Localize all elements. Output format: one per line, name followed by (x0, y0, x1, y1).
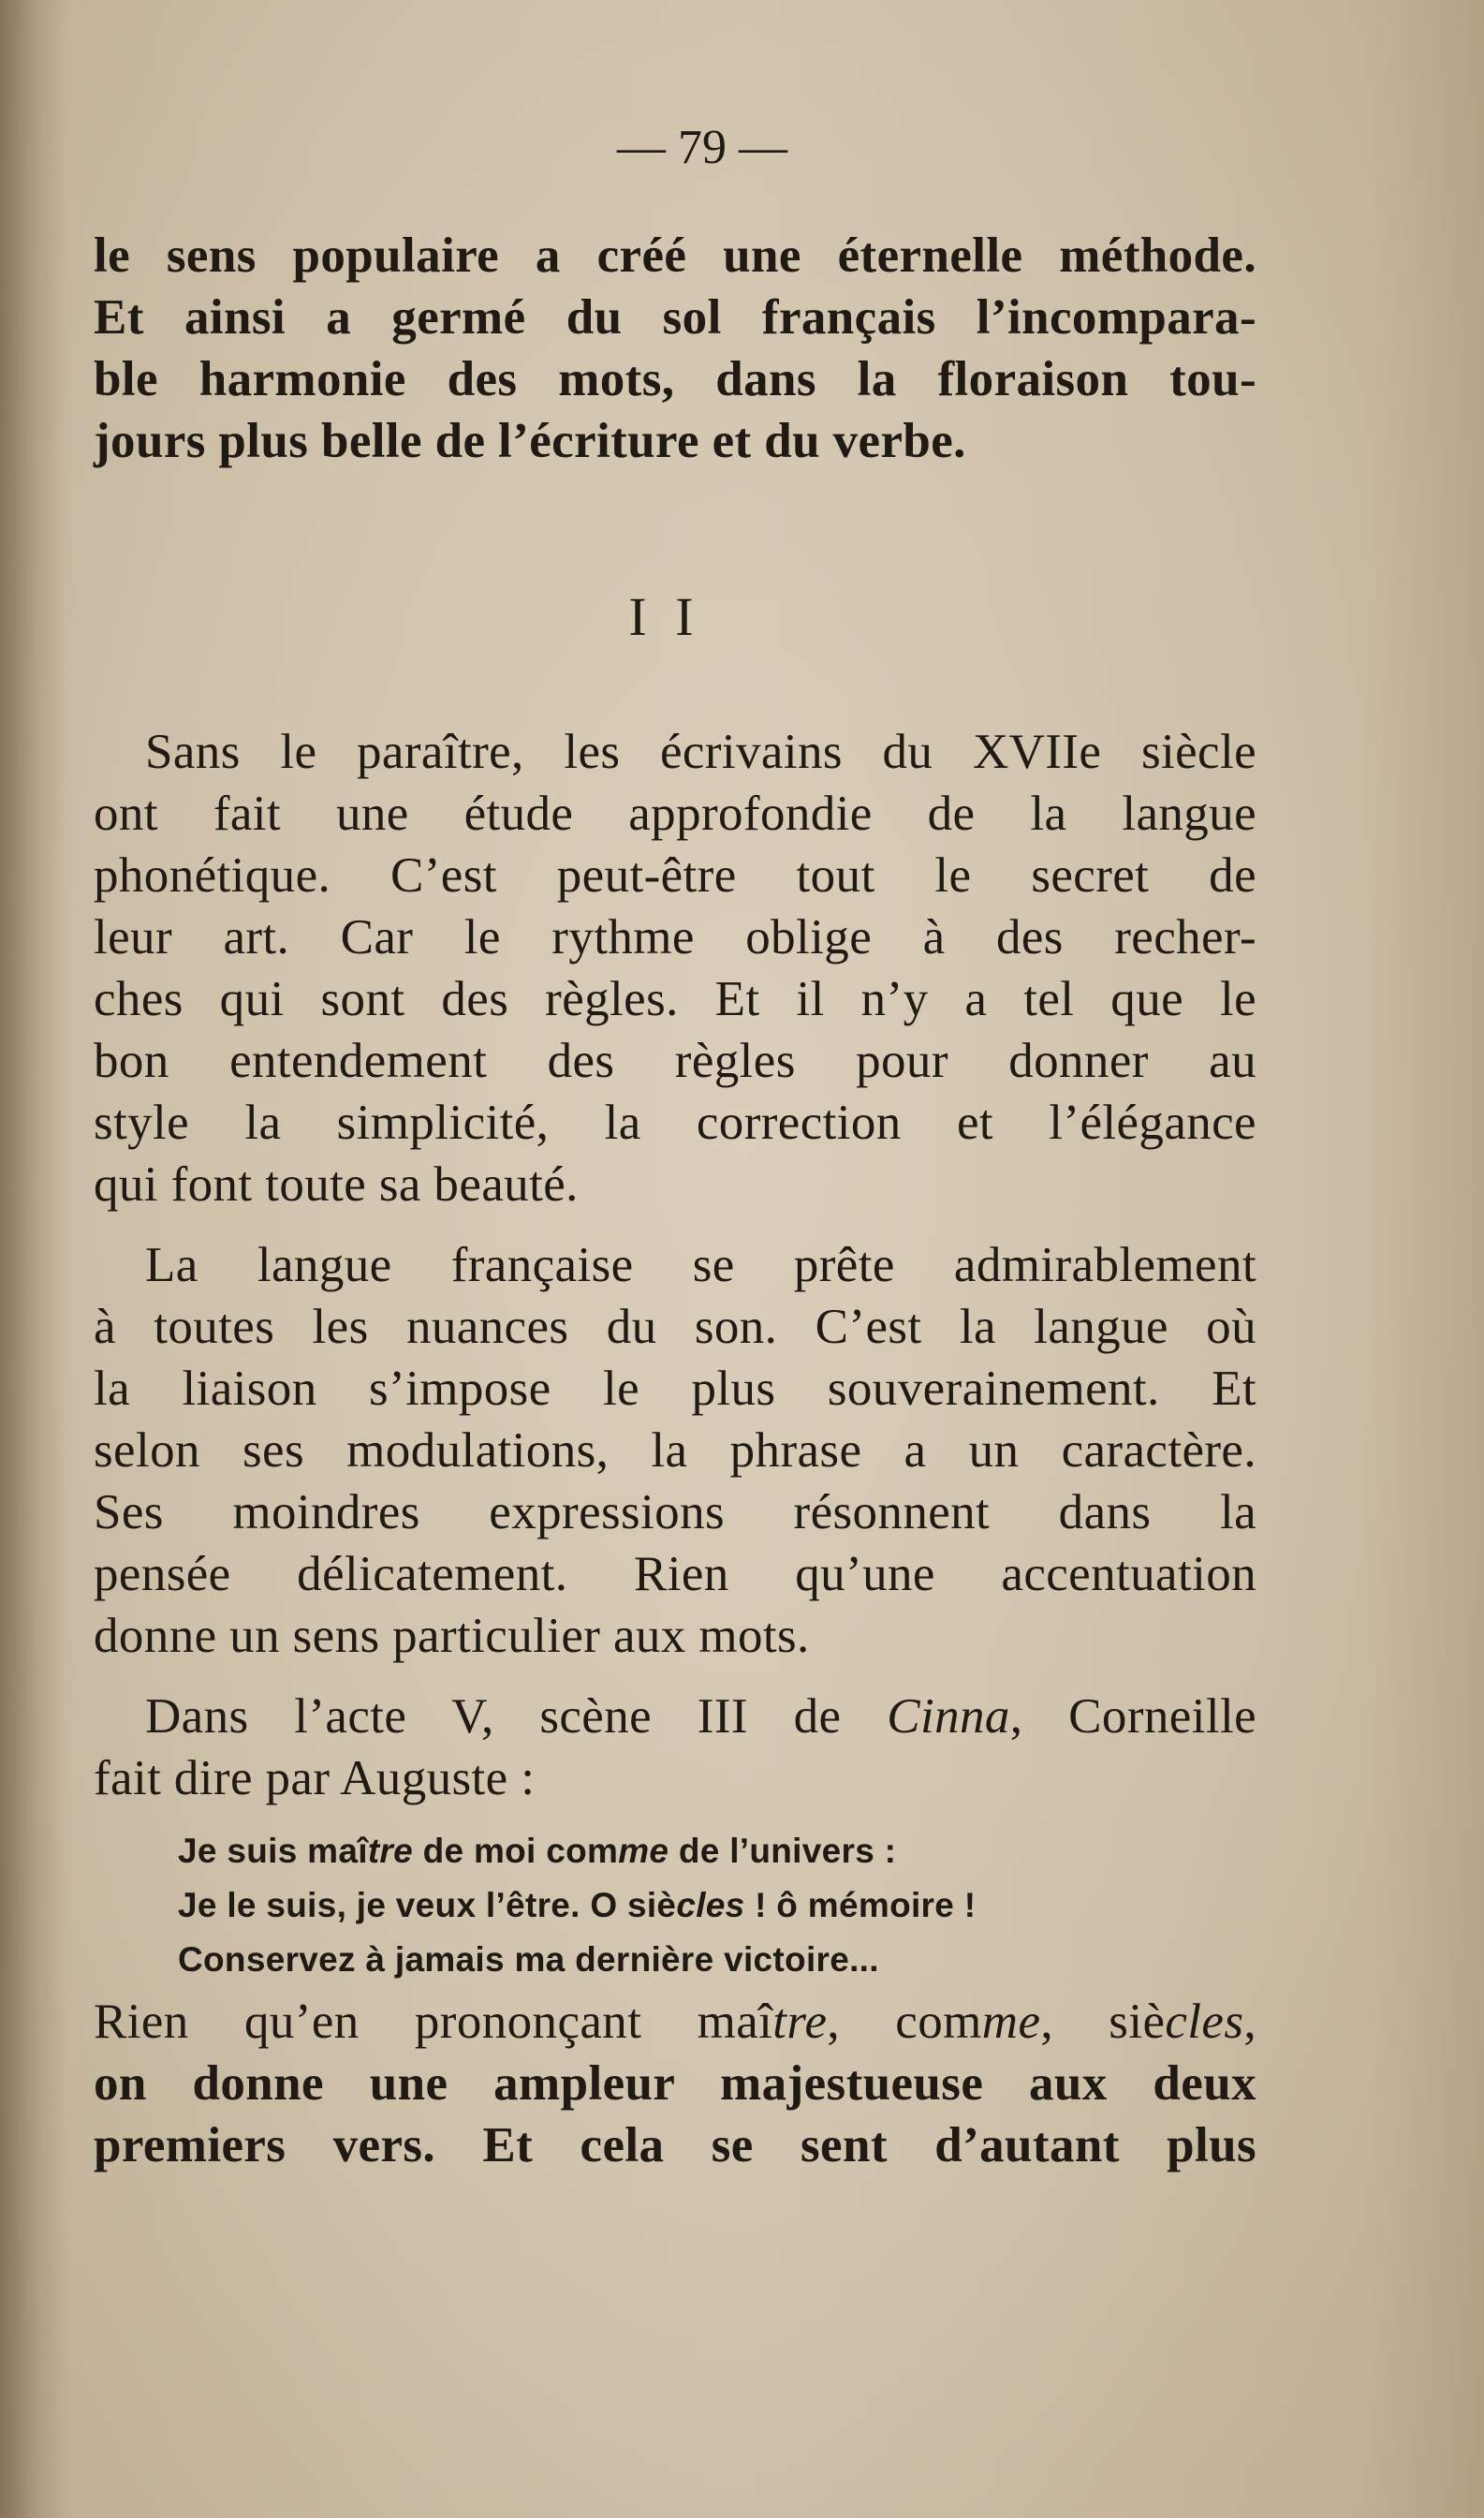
page-number: — 79 — (617, 121, 787, 174)
text-line: Et ainsi a germé du sol français l’incompara- (94, 290, 1256, 345)
paragraph-4 (94, 1991, 1256, 2176)
verse-line (178, 1824, 976, 1878)
text-line: jours plus belle de l’écriture et du verbe. (94, 414, 966, 468)
text-line: selon ses modulations, la phrase a un caractère. (94, 1423, 1256, 1478)
text-line: le sens populaire a créé une éternelle méthode. (94, 228, 1256, 283)
verse-line: Conservez à jamais ma dernière victoire... (178, 1940, 879, 1979)
top-paragraph (94, 225, 1256, 472)
text-line: premiers vers. Et cela se sent d’autant plus (94, 2118, 1256, 2172)
text-line: La langue française se prête admirablement (145, 1238, 1256, 1292)
text-line: phonétique. C’est peut-être tout le secret de (94, 848, 1256, 903)
verse-quotation (178, 1824, 976, 1987)
section-heading: I I (628, 586, 701, 647)
work-title: Cinna (887, 1689, 1010, 1744)
text-line: qui font toute sa beauté. (94, 1157, 579, 1212)
text-run: Rien qu’en prononçant maî (94, 1995, 773, 2049)
page-spine-shadow (0, 0, 66, 2518)
text-line (94, 1686, 1256, 1747)
text-line: ches qui sont des règles. Et il n’y a tel que le (94, 972, 1256, 1026)
text-line: bon entendement des règles pour donner au (94, 1034, 1256, 1088)
text-line: Ses moindres expressions résonnent dans la (94, 1485, 1256, 1539)
text-line: Sans le paraître, les écrivains du XVIIe siècle (145, 725, 1256, 779)
text-line: fait dire par Auguste : (94, 1751, 536, 1805)
text-line: la liaison s’impose le plus souverainement. Et (94, 1362, 1256, 1416)
text-line: pensée délicatement. Rien qu’une accentuation (94, 1547, 1256, 1601)
paragraph-2 (94, 1234, 1256, 1667)
text-run: Je suis maî (178, 1832, 368, 1870)
paragraph-3 (94, 1686, 1256, 1809)
text-line: ble harmonie des mots, dans la floraison tou- (94, 352, 1256, 406)
text-line: ont fait une étude approfondie de la langue (94, 787, 1256, 841)
text-line: on donne une ampleur majestueuse aux deux (94, 2056, 1256, 2111)
paragraph-1 (94, 721, 1256, 1215)
text-run: de l’univers : (669, 1832, 897, 1870)
text-line (94, 1991, 1256, 2053)
text-run: Je le suis, je veux l’être. O siè (178, 1886, 677, 1924)
verse-line (178, 1878, 976, 1933)
text-line: style la simplicité, la correction et l’élégance (94, 1096, 1256, 1150)
text-run: , Corneille (1009, 1689, 1257, 1744)
emphasis: me (618, 1832, 669, 1870)
text-run: , (1243, 1995, 1257, 2049)
text-line: à toutes les nuances du son. C’est la langue où (94, 1300, 1256, 1354)
emphasis: cles (676, 1886, 745, 1924)
text-run: Dans l’acte V, scène III de (145, 1689, 888, 1744)
text-run: de moi com (413, 1832, 619, 1870)
text-run: , siè (1040, 1995, 1166, 2049)
text-line: donne un sens particulier aux mots. (94, 1609, 810, 1663)
text-run: ! ô mémoire ! (744, 1886, 977, 1924)
emphasis: tre (772, 1995, 828, 2049)
emphasis: tre (367, 1832, 414, 1870)
emphasis: cles (1165, 1995, 1244, 2049)
text-line: leur art. Car le rythme oblige à des recher- (94, 910, 1256, 964)
emphasis: me (981, 1995, 1041, 2049)
text-run: , com (827, 1995, 982, 2049)
